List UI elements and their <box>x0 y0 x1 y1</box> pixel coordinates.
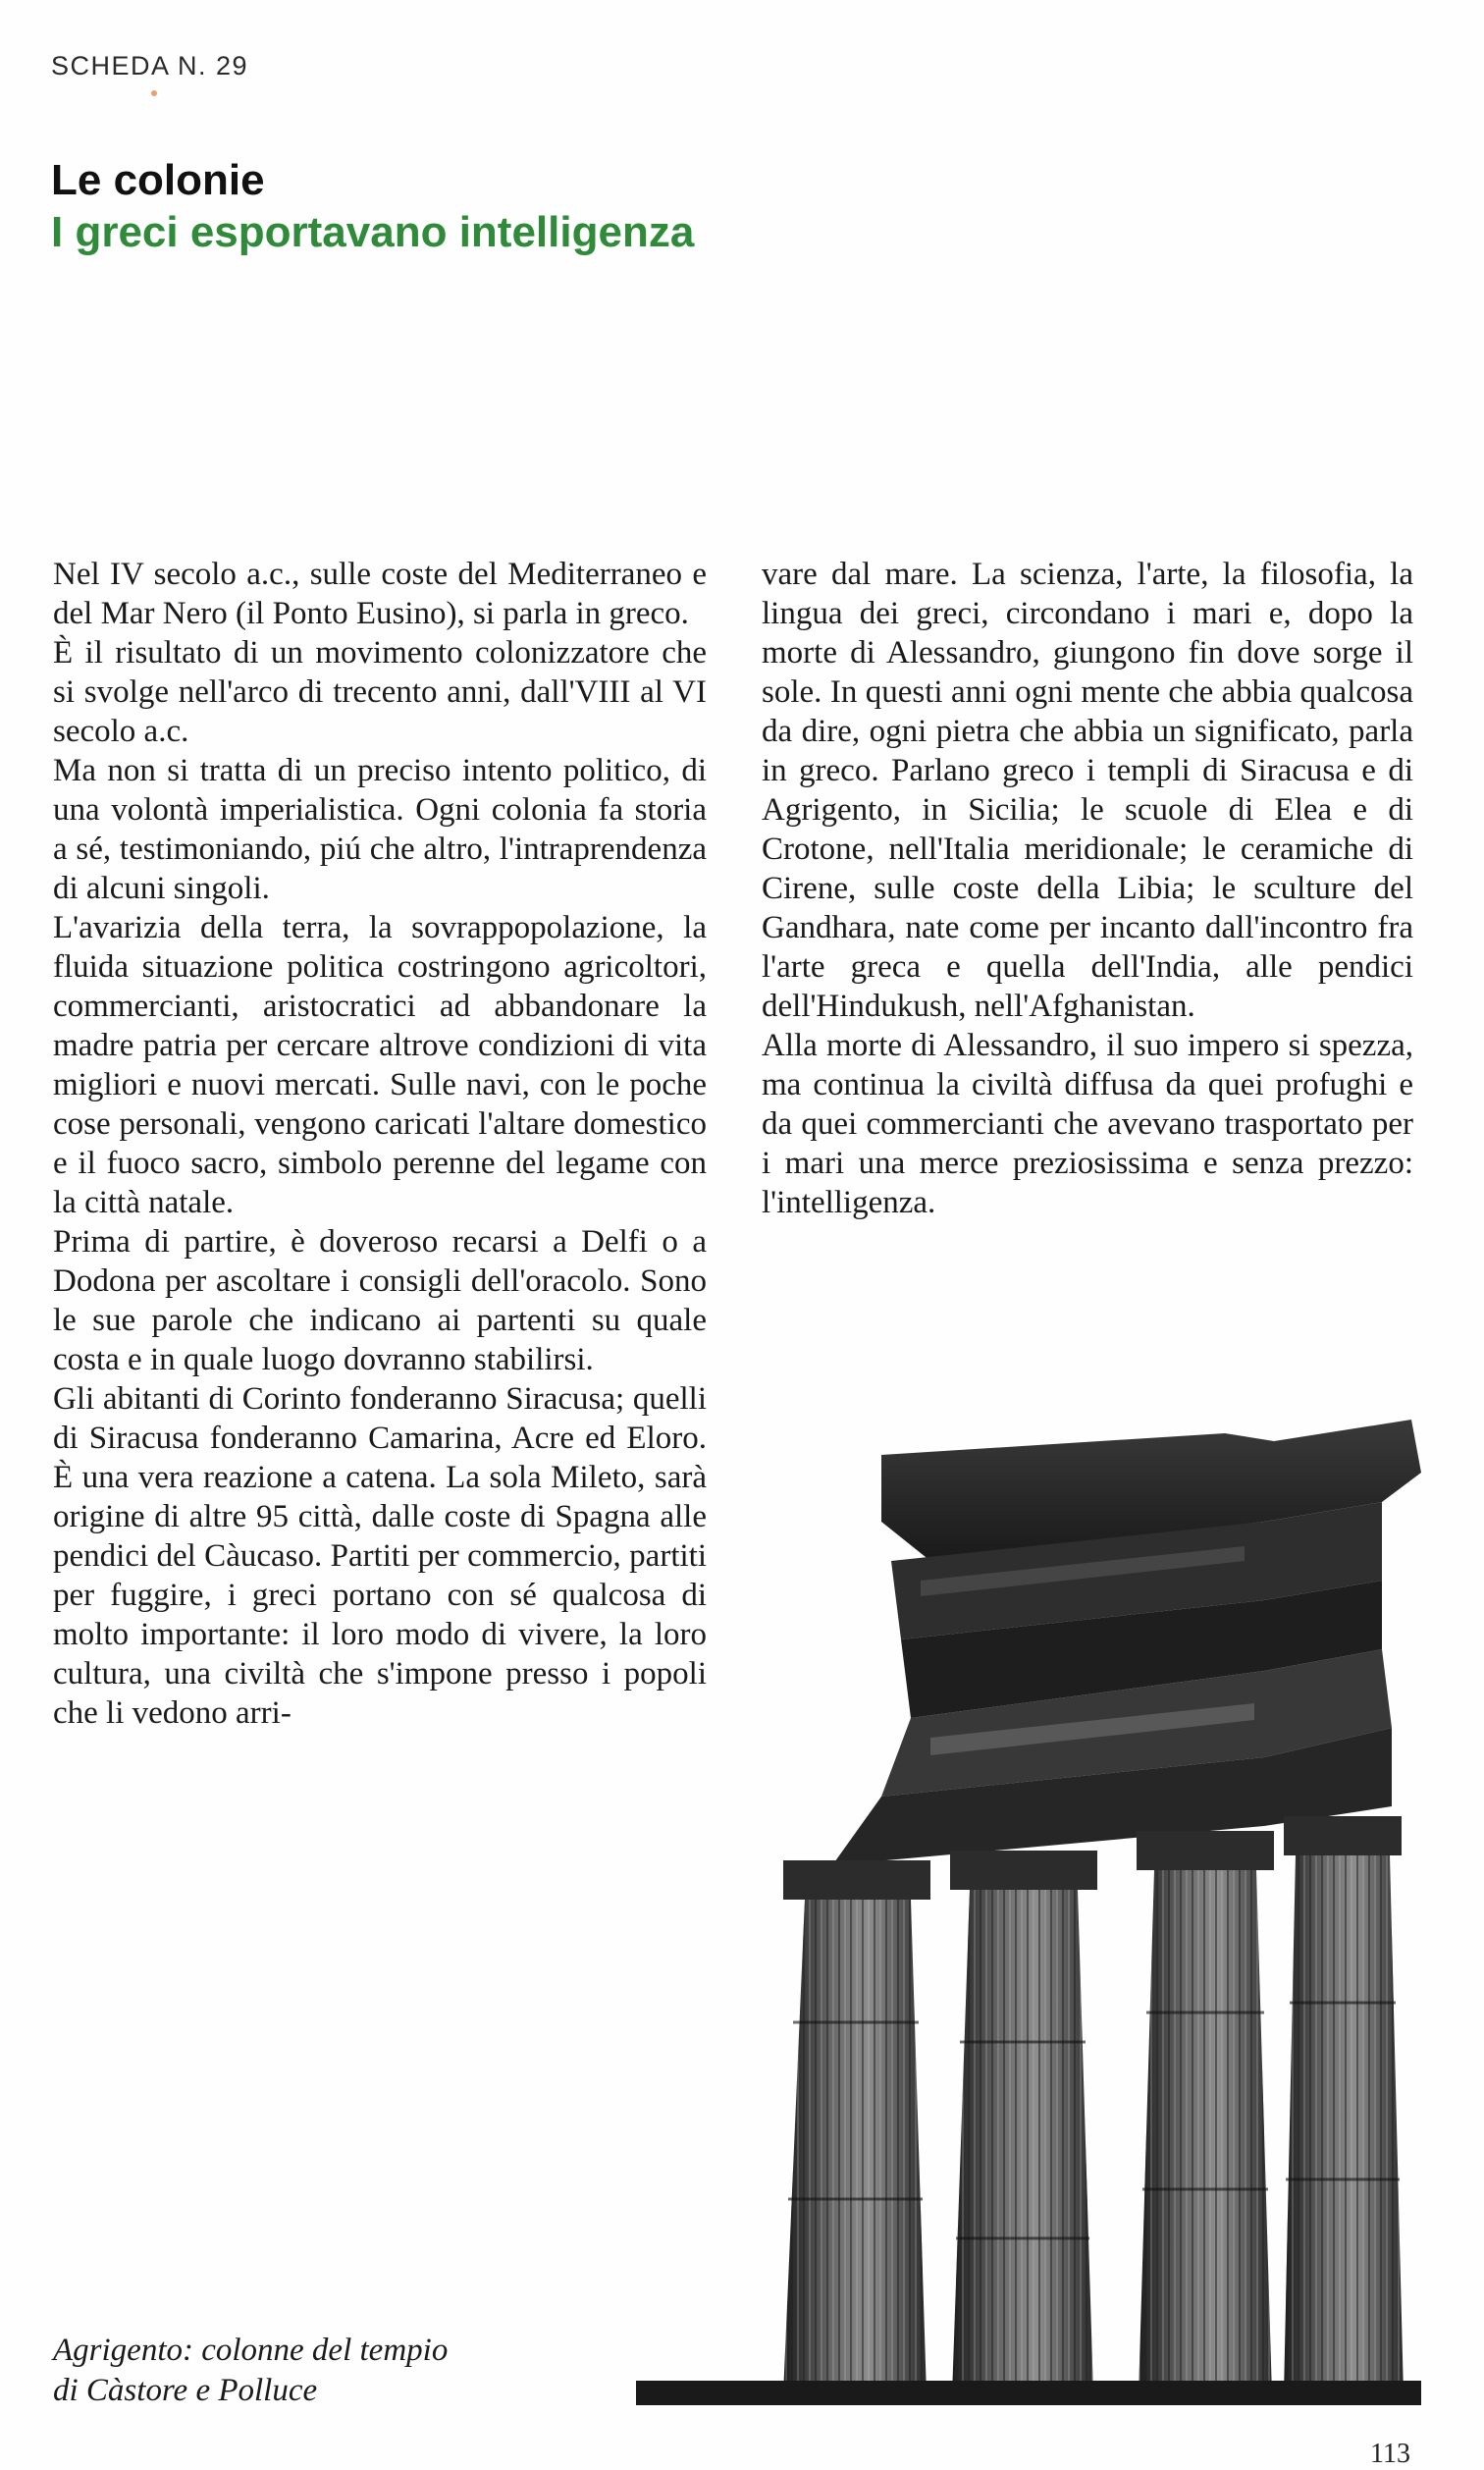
caption-line: di Càstore e Polluce <box>53 2373 318 2408</box>
paragraph: L'avarizia della terra, la sovrappopolazione, la fluida situazione politica costringono agricoltori, commercianti, aristocratici ad abbandonare la madre patria per cercare altrove condizioni di vita migliori e nuovi mercati. Sulle navi, con le poche cose personali, vengono caricati l'altare domestico e il fuoco sacro, simbolo perenne del legame con la città natale. <box>53 910 707 1220</box>
capital <box>1284 1816 1402 1855</box>
capital <box>1137 1831 1274 1870</box>
ground <box>636 2381 1421 2405</box>
paragraph: Alla morte di Alessandro, il suo impero si spezza, ma continua la civiltà diffusa da quei profughi e da quei commercianti che avevano trasportato per i mari una merce preziosissima e senza prezzo: l'intelligenza. <box>762 1028 1413 1220</box>
page-number: 113 <box>1370 2439 1410 2469</box>
temple-column <box>1284 1855 1404 2395</box>
paragraph: Ma non si tratta di un preciso intento politico, di una volontà imperialistica. Ogni colonia fa storia a sé, testimoniando, piú che altro, l'intraprendenza di alcuni singoli. <box>53 753 707 906</box>
paragraph: Nel IV secolo a.c., sulle coste del Mediterraneo e del Mar Nero (il Ponto Eusino), si parla in greco. <box>53 557 707 631</box>
capital <box>950 1851 1097 1890</box>
article-column-right <box>762 555 1413 1222</box>
paragraph: Prima di partire, è doveroso recarsi a Delfi o a Dodona per ascoltare i consigli dell'oracolo. Sono le sue parole che indicano ai partenti su quale costa e in quale luogo dovranno stabilirsi. <box>53 1224 707 1377</box>
paragraph: vare dal mare. La scienza, l'arte, la filosofia, la lingua dei greci, circondano i mari e, dopo la morte di Alessandro, giungono fin dove sorge il sole. In questi anni ogni mente che abbia qualcosa da dire, ogni pietra che abbia un significato, parla in greco. Parlano greco i templi di Siracusa e di Agrigento, in Sicilia; le scuole di Elea e di Crotone, nell'Italia meridionale; le ceramiche di Cirene, sulle coste della Libia; le sculture del Gandhara, nate come per incanto dall'incontro fra l'arte greca e quella dell'India, alle pendici dell'Hindukush, nell'Afghanistan. <box>762 557 1413 1024</box>
temple-column <box>952 1890 1093 2395</box>
page-subtitle: I greci esportavano intelligenza <box>51 208 695 256</box>
caption-line: Agrigento: colonne del tempio <box>53 2333 449 2368</box>
paragraph: Gli abitanti di Corinto fonderanno Siracusa; quelli di Siracusa fonderanno Camarina, Acre ed Eloro. È una vera reazione a catena. La sola Mileto, sarà origine di altre 95 città, dalle coste di Spagna alle pendici del Càucaso. Partiti per commercio, partiti per fuggire, i greci portano con sé qualcosa di molto importante: il loro modo di vivere, la loro cultura, una civiltà che s'impone presso i popoli che li vedono arri- <box>53 1381 707 1731</box>
temple-column <box>783 1900 927 2395</box>
temple-column <box>1139 1870 1272 2395</box>
photo-caption <box>53 2331 603 2411</box>
page-title: Le colonie <box>51 156 265 204</box>
scheda-label: SCHEDA N. 29 <box>51 51 249 81</box>
article-column-left <box>53 555 707 1733</box>
temple-columns-photo <box>636 1414 1421 2405</box>
capital <box>783 1860 930 1900</box>
paragraph: È il risultato di un movimento colonizzatore che si svolge nell'arco di trecento anni, dall'VIII al VI secolo a.c. <box>53 635 707 749</box>
decorative-dot <box>151 90 157 96</box>
